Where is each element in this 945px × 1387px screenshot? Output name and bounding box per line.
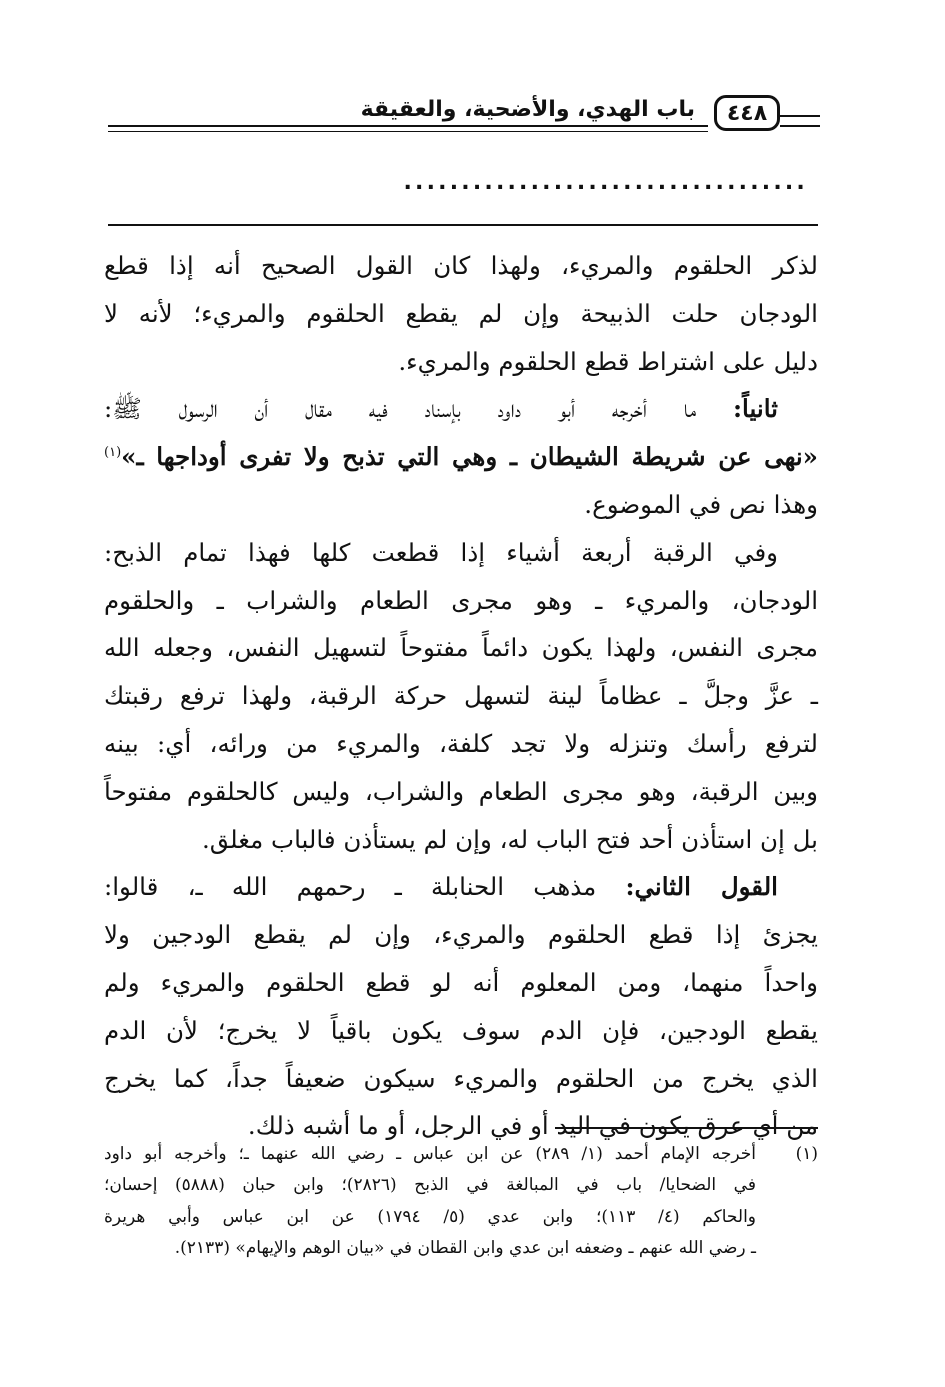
text-line: مجرى النفس، ولهذا يكون دائماً مفتوحاً لتسهيل النفس، وجعله الله	[104, 633, 818, 663]
dotted-separator: ...................................	[403, 170, 808, 195]
footnote-number: (١)	[795, 1144, 818, 1164]
text-line: الذي يخرج من الحلقوم والمريء سيكون ضعيفاً جداً، كما يخرج	[104, 1063, 818, 1093]
text-line: وفي الرقبة أربعة أشياء إذا قطعت كلها فهذا تمام الذبح:	[104, 537, 778, 567]
text-line: يجزئ إذا قطع الحلقوم والمريء، وإن لم يقطع الودجين ولا	[104, 920, 818, 950]
text-line: وبين الرقبة، وهو مجرى الطعام والشراب، وليس كالحلقوم مفتوحاً	[104, 776, 818, 806]
footnote-line: ـ رضي الله عنهم ـ وضعفه ابن عدي وابن القطان في «بيان الوهم والإيهام» (٢١٣٣).	[174, 1237, 756, 1258]
section-lead: ثانياً:	[732, 394, 778, 424]
text-line: الودجان، والمريء ـ وهو مجرى الطعام والشراب ـ والحلقوم	[104, 585, 818, 615]
text-line: بل إن استأذن أحد فتح الباب له، وإن لم يستأذن فالباب مغلق.	[201, 824, 818, 854]
page-number: ٤٤٨	[714, 95, 780, 131]
text-line: دليل على اشتراط قطع الحلقوم والمريء.	[398, 346, 818, 376]
text-line: واحداً منهما، ومن المعلوم أنه لو قطع الحلقوم والمريء ولم	[104, 967, 818, 997]
text-line: يقطع الودجين، فإن الدم سوف يكون باقياً لا يخرج؛ لأن الدم	[104, 1015, 818, 1045]
text-line: لذكر الحلقوم والمريء، ولهذا كان القول الصحيح أنه إذا قطع	[104, 251, 818, 280]
text-run: ما أخرجه أبو داود بإسناد فيه مقال أن الرسول ﷺ:	[104, 394, 733, 424]
section-lead: القول الثاني:	[625, 872, 778, 902]
text-run: مذهب الحنابلة ـ رحمهم الله ـ، قالوا:	[104, 872, 626, 902]
text-line: الودجان حلت الذبيحة وإن لم يقطع الحلقوم والمريء؛ لأنه لا	[104, 298, 818, 328]
text-line: ـ عزَّ وجلَّ ـ عظاماً لينة لتسهل حركة الرقبة، ولهذا ترفع رقبتك	[104, 681, 818, 711]
footnote-line: والحاكم (٤/ ١١٣)؛ وابن عدي (٥/ ١٧٩٤) عن ابن عباس وأبي هريرة	[104, 1206, 757, 1227]
running-header	[108, 95, 820, 135]
text-line: من أي عرق يكون في اليد أو في الرجل، أو ما أشبه ذلك.	[247, 1111, 818, 1141]
footnote-line: في الضحايا/ باب في المبالغة في الذبح (٢٨٢٦)؛ وابن حبان (٥٨٨٨) إحسان؛	[104, 1175, 756, 1196]
footnote-line: أخرجه الإمام أحمد (١/ ٢٨٩) عن ابن عباس ـ رضي الله عنهما ـ؛ وأخرجه أبو داود	[104, 1144, 756, 1164]
hadith-line	[104, 433, 818, 481]
content-divider	[108, 224, 818, 226]
footnote-text	[104, 1139, 756, 1264]
footnote-ref[interactable]: (١)	[104, 445, 122, 461]
hadith-quote: «نهى عن شريطة الشيطان ـ وهي التي تذبح ولا تفرى أوداجها ـ»	[121, 442, 818, 472]
text-line: لترفع رأسك وتنزله ولا تجد كلفة، والمريء من ورائه، أي: بينه	[104, 728, 818, 758]
footnote-rule	[555, 1127, 818, 1129]
text-line	[104, 385, 818, 433]
text-line	[104, 863, 818, 911]
chapter-title: باب الهدي، والأضحية، والعقيقة	[360, 97, 695, 122]
header-rule-ornament	[780, 115, 820, 127]
text-line: وهذا نص في الموضوع.	[584, 489, 818, 519]
header-rule	[108, 125, 708, 132]
footnotes	[104, 1139, 818, 1264]
main-text	[104, 242, 818, 1150]
